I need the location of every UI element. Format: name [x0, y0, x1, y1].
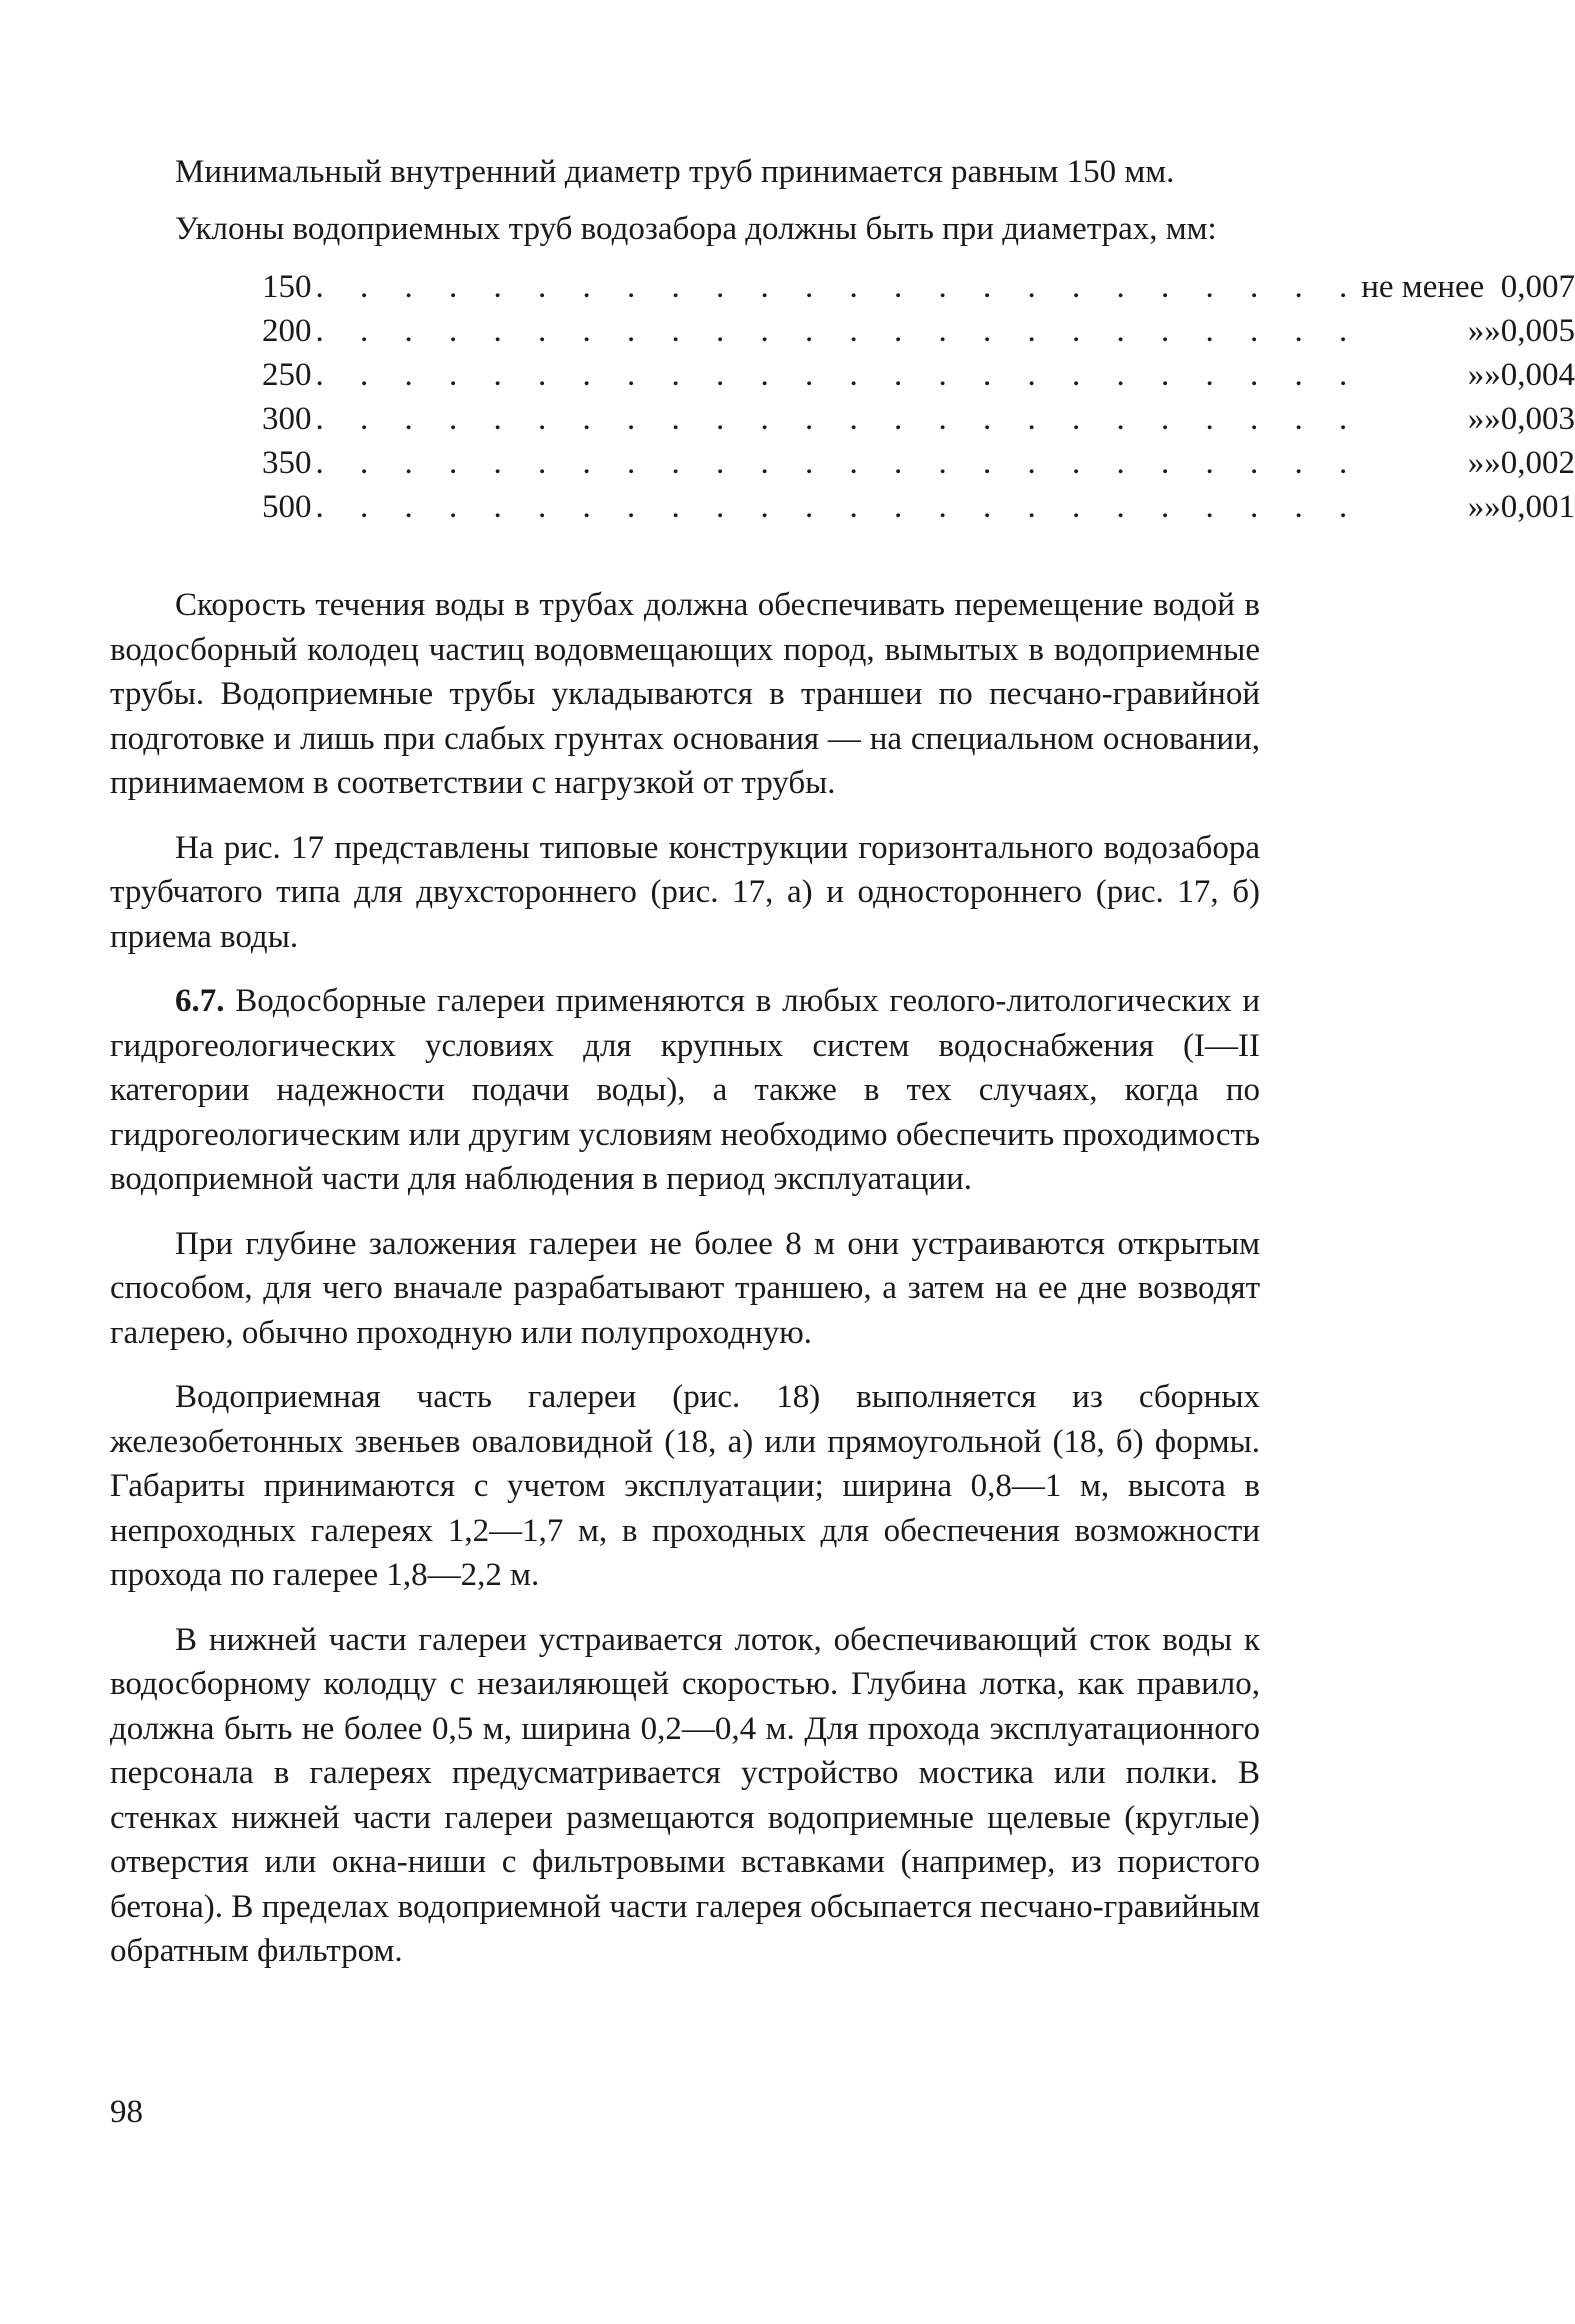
- slope-value-cell: 0,005: [1500, 313, 1575, 349]
- qualifier-cell-2: »: [1484, 445, 1501, 481]
- slope-value-cell: 0,002: [1500, 445, 1575, 481]
- paragraph-gallery-depth: При глубине заложения галереи не более 8 м они устраиваются открытым способом, для чего вначале разрабатывают траншею, а затем на ее дне возводят галерею, обычно проходную или полупроходную.: [110, 1225, 1260, 1351]
- paragraph-flow-velocity: Скорость течения воды в трубах должна обеспечивать перемещение водой в водосборный колодец частиц водовмещающих пород, вымытых в водоприемные трубы. Водоприемные трубы укладываются в траншеи по песчано-гравийной подготовке и лишь при слабых грунтах основания — на специальном основании, принимаемом в соответствии с нагрузкой от трубы.: [110, 587, 1260, 801]
- qualifier-cell-2: »: [1484, 401, 1501, 437]
- qualifier-cell: »: [1467, 357, 1485, 393]
- leader-dots: . . . . . . . . . . . . . . . . . . . . . . . .: [315, 401, 1362, 437]
- qualifier-cell-2: [1484, 265, 1501, 309]
- paragraph-min-diameter: Минимальный внутренний диаметр труб принимается равным 150 мм.: [175, 154, 1175, 190]
- leader-dots: . . . . . . . . . . . . . . . . . . . . . . . .: [315, 313, 1362, 349]
- table-row: [262, 397, 1575, 441]
- qualifier-cell: »: [1467, 445, 1485, 481]
- paragraph-section-6-7: [110, 979, 1260, 1202]
- qualifier-cell-2: »: [1484, 489, 1501, 525]
- qualifier-cell: не менее: [1361, 269, 1485, 305]
- table-row: [262, 353, 1575, 397]
- slope-value-cell: 0,004: [1500, 357, 1575, 393]
- qualifier-cell: »: [1467, 489, 1485, 525]
- diameter-cell: 250: [262, 357, 312, 393]
- slope-value-cell: 0,007: [1500, 269, 1575, 305]
- paragraph-figure-18: Водоприемная часть галереи (рис. 18) выполняется из сборных железобетонных звеньев оваловидной (18, а) или прямоугольной (18, б) формы. Габариты принимаются с учетом эксплуатации; ширина 0,8—1 м, высота в непроходных галереях 1,2—1,7 м, в проходных для обеспечения возможности прохода по галерее 1,8—2,2 м.: [110, 1379, 1260, 1593]
- section-number: 6.7.: [175, 983, 225, 1019]
- diameter-cell: 150: [262, 269, 312, 305]
- page-number: 98: [110, 2094, 143, 2130]
- paragraph-gallery-tray: В нижней части галереи устраивается лоток, обеспечивающий сток воды к водосборному колодцу с незаиляющей скоростью. Глубина лотка, как правило, должна быть не более 0,5 м, ширина 0,2—0,4 м. Для прохода эксплуатационного персонала в галереях предусматривается устройство мостика или полки. В стенках нижней части галереи размещаются водоприемные щелевые (круглые) отверстия или окна-ниши с фильтровыми вставками (например, из пористого бетона). В пределах водоприемной части галерея обсыпается песчано-гравийным обратным фильтром.: [110, 1621, 1260, 1969]
- leader-dots: . . . . . . . . . . . . . . . . . . . . . . . .: [315, 489, 1362, 525]
- table-row: [262, 265, 1575, 309]
- leader-dots: . . . . . . . . . . . . . . . . . . . . . . . .: [315, 357, 1362, 393]
- qualifier-cell: »: [1467, 313, 1485, 349]
- leader-dots: . . . . . . . . . . . . . . . . . . . . . . . .: [315, 269, 1362, 305]
- slope-value-cell: 0,003: [1500, 401, 1575, 437]
- paragraph-figure-17: На рис. 17 представлены типовые конструкции горизонтального водозабора трубчатого типа для двухстороннего (рис. 17, а) и одностороннего (рис. 17, б) приема воды.: [110, 829, 1260, 955]
- diameter-cell: 300: [262, 401, 312, 437]
- diameter-cell: 500: [262, 489, 312, 525]
- leader-dots: . . . . . . . . . . . . . . . . . . . . . . . .: [315, 445, 1362, 481]
- section-text: Водосборные галереи применяются в любых геолого-литологических и гидрогеологических условиях для крупных систем водоснабжения (I—II категории надежности подачи воды), а также в тех случаях, когда по гидрогеологическим или другим условиям необходимо обеспечить проходимость водоприемной части для наблюдения в период эксплуатации.: [110, 983, 1261, 1197]
- slope-value-cell: 0,001: [1500, 489, 1575, 525]
- qualifier-cell: »: [1467, 401, 1485, 437]
- table-row: [262, 309, 1575, 353]
- qualifier-cell-2: »: [1484, 357, 1501, 393]
- page-body: [110, 150, 1575, 1974]
- diameter-cell: 200: [262, 313, 312, 349]
- paragraph-slopes-intro: Уклоны водоприемных труб водозабора должны быть при диаметрах, мм:: [175, 210, 1217, 247]
- table-row: [262, 441, 1575, 485]
- slopes-table: [262, 265, 1575, 529]
- table-row: [262, 485, 1575, 529]
- diameter-cell: 350: [262, 445, 312, 481]
- qualifier-cell-2: »: [1484, 313, 1501, 349]
